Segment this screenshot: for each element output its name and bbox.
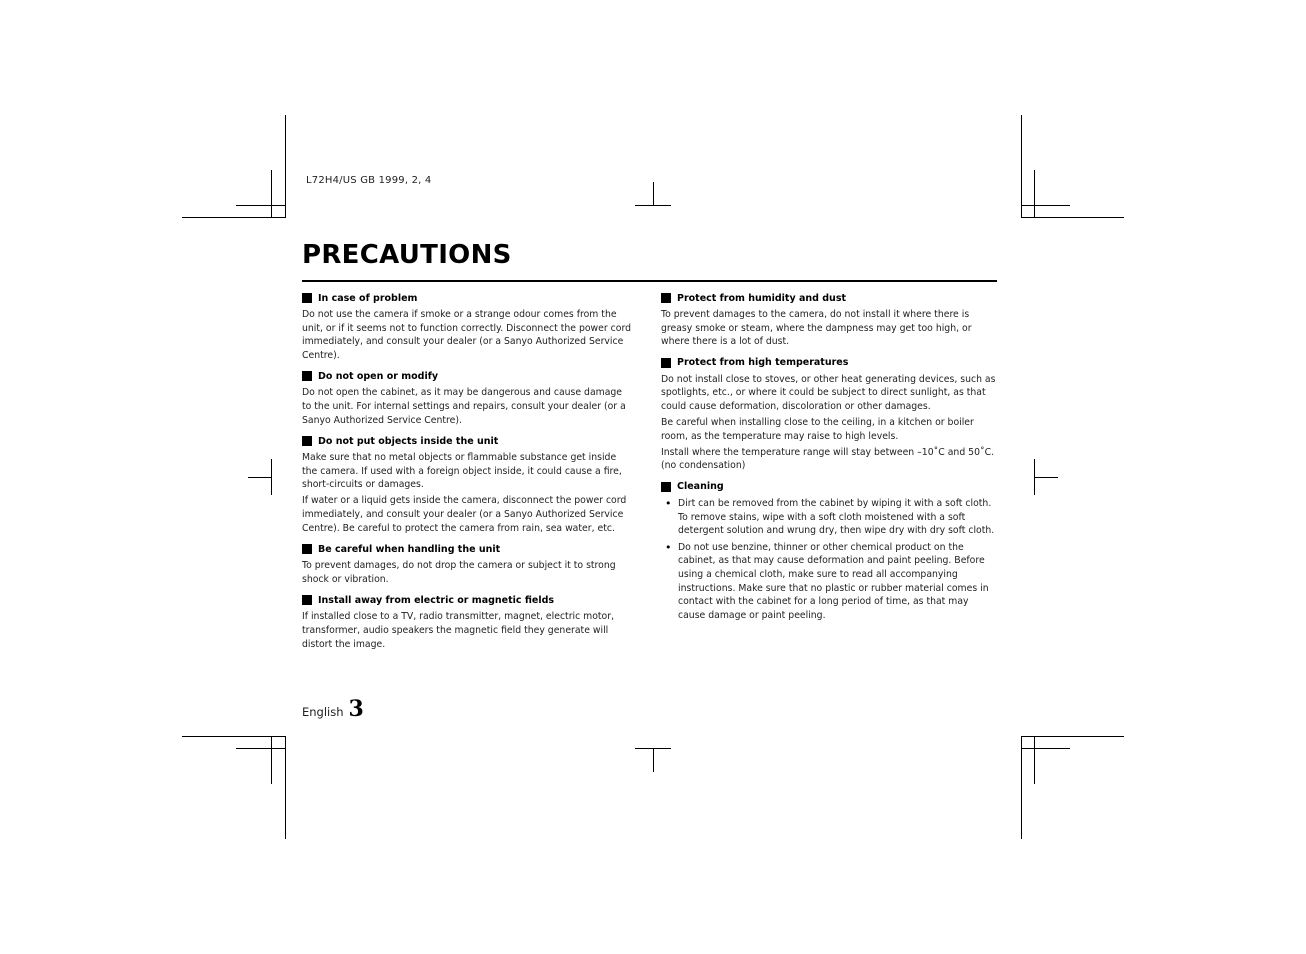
section-heading-text: Do not open or modify (318, 370, 439, 382)
section-heading-text: Cleaning (677, 481, 724, 493)
page-title: PRECAUTIONS (302, 240, 512, 270)
crop-mark (236, 205, 285, 206)
section (302, 369, 632, 427)
paragraph: Be careful when installing close to the ceiling, in a kitchen or boiler room, as the temperature may raise to high levels. (661, 417, 974, 442)
section-heading-text: Protect from high temperatures (677, 357, 849, 369)
section-heading-text: Do not put objects inside the unit (318, 435, 499, 447)
crop-mark (285, 115, 286, 218)
crop-mark (1034, 170, 1035, 218)
footer-language: English (302, 705, 344, 719)
title-underline (302, 280, 997, 282)
black-square-icon (302, 293, 312, 303)
section (302, 542, 632, 586)
paragraph: To prevent damages, do not drop the camera or subject it to strong shock or vibration. (302, 560, 616, 585)
right-column (661, 291, 996, 629)
section (302, 434, 632, 535)
crop-mark (1034, 477, 1058, 478)
black-square-icon (661, 358, 671, 368)
list-item-text: Do not use benzine, thinner or other chemical product on the cabinet, as that may cause deformation and paint peeling. Before using a chemical cloth, make sure to read all accompanying instructions. Make sure that no plastic or rubber material comes in contact with the cabinet for a long period of time, as that may cause damage or paint peeling. (678, 541, 989, 621)
crop-mark (1021, 736, 1124, 737)
crop-mark (271, 736, 272, 784)
section-heading-text: Protect from humidity and dust (677, 292, 847, 304)
section-heading-text: Be careful when handling the unit (318, 543, 501, 555)
paragraph: Do not use the camera if smoke or a strange odour comes from the unit, or if it seems not to function correctly. Disconnect the power cord immediately, and consult your dealer (or a Sanyo Authorized Service Centre). (302, 309, 632, 361)
paragraph: Make sure that no metal objects or flammable substance get inside the camera. If used with a foreign object inside, it could cause a fire, short-circuits or damages. (302, 452, 622, 491)
crop-mark (182, 736, 285, 737)
black-square-icon (661, 293, 671, 303)
crop-mark (1021, 736, 1022, 839)
paragraph: Install where the temperature range will stay between –10˚C and 50˚C. (no condensation) (661, 446, 995, 472)
list-item (661, 497, 996, 538)
crop-mark (635, 748, 671, 749)
section-heading (302, 369, 632, 383)
crop-mark (1034, 736, 1035, 784)
section-heading (661, 480, 996, 494)
page-number: 3 (348, 696, 364, 722)
crop-mark (182, 217, 285, 218)
crop-mark (285, 736, 286, 839)
paragraph: Do not install close to stoves, or other heat generating devices, such as spotlights, etc., or where it could be subject to direct sunlight, as that could cause deformation, discoloration or other damages. (661, 373, 996, 412)
list-item (661, 541, 996, 623)
crop-mark (271, 170, 272, 218)
crop-mark (653, 182, 654, 206)
crop-mark (653, 748, 654, 772)
section-heading-text: In case of problem (318, 292, 418, 304)
section-heading (302, 593, 632, 607)
black-square-icon (302, 544, 312, 554)
section (661, 356, 996, 473)
section (302, 291, 632, 362)
left-column (302, 291, 632, 658)
crop-mark (635, 205, 671, 206)
crop-mark (1021, 217, 1124, 218)
paragraph: If water or a liquid gets inside the camera, disconnect the power cord immediately, and consult your dealer (or a Sanyo Authorized Service Centre). Be careful to protect the camera from rain, sea water, etc. (302, 495, 627, 534)
list-item-text: Dirt can be removed from the cabinet by wiping it with a soft cloth. To remove stains, wipe with a soft cloth moistened with a soft detergent solution and wrung dry, then wipe dry with dry soft cloth. (678, 497, 995, 537)
section-heading-text: Install away from electric or magnetic fields (318, 594, 555, 606)
page-footer (302, 696, 364, 722)
black-square-icon (302, 595, 312, 605)
crop-mark (1021, 115, 1022, 218)
section-cleaning (661, 480, 996, 622)
black-square-icon (302, 371, 312, 381)
section (661, 291, 996, 349)
crop-mark (1021, 205, 1070, 206)
black-square-icon (302, 436, 312, 446)
section-heading (661, 291, 996, 305)
document-code: L72H4/US GB 1999, 2, 4 (306, 175, 432, 186)
crop-mark (236, 748, 285, 749)
cleaning-list (661, 497, 996, 622)
section-heading (302, 291, 632, 305)
section-heading (302, 542, 632, 556)
paragraph: If installed close to a TV, radio transmitter, magnet, electric motor, transformer, audio speakers the magnetic field they generate will distort the image. (302, 611, 615, 650)
paragraph: To prevent damages to the camera, do not install it where there is greasy smoke or steam, where the dampness may get too high, or where there is a lot of dust. (661, 309, 972, 348)
paragraph: Do not open the cabinet, as it may be dangerous and cause damage to the unit. For internal settings and repairs, consult your dealer (or a Sanyo Authorized Service Centre). (302, 387, 626, 426)
section-heading (661, 356, 996, 370)
bullet-icon: • (665, 540, 672, 554)
black-square-icon (661, 482, 671, 492)
crop-mark (1021, 748, 1070, 749)
section-heading (302, 434, 632, 448)
crop-mark (248, 477, 272, 478)
section (302, 593, 632, 651)
bullet-icon: • (665, 496, 672, 510)
